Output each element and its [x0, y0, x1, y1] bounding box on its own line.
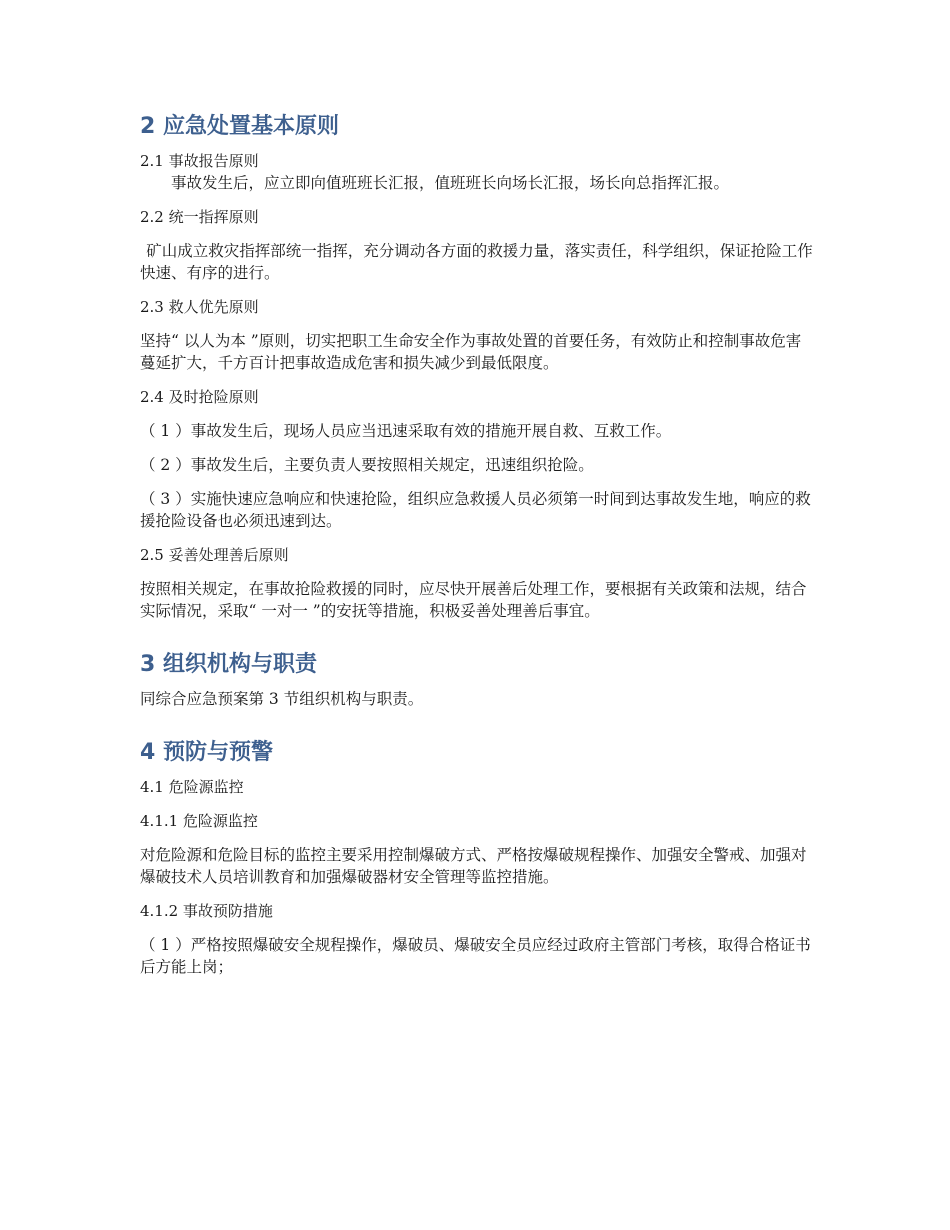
section-2-heading: 2 应急处置基本原则 — [140, 114, 339, 139]
section-2-3-heading: 2.3 救人优先原则 — [140, 298, 259, 316]
document-content — [140, 110, 815, 978]
section-4-heading: 4 预防与预警 — [140, 740, 273, 765]
section-2-4-item-3: （ 3 ）实施快速应急响应和快速抢险，组织应急救援人员必须第一时间到达事故发生地，响应的救援抢险设备也必须迅速到达。 — [140, 490, 811, 530]
section-2-5-heading: 2.5 妥善处理善后原则 — [140, 546, 289, 564]
section-2-4-heading: 2.4 及时抢险原则 — [140, 388, 259, 406]
section-4-1-2-heading: 4.1.2 事故预防措施 — [140, 902, 273, 920]
section-2-1-text: 事故发生后，应立即向值班班长汇报，值班班长向场长汇报，场长向总指挥汇报。 — [171, 174, 730, 192]
section-2-1-heading: 2.1 事故报告原则 — [140, 152, 259, 170]
section-4-1-1-text: 对危险源和危险目标的监控主要采用控制爆破方式、严格按爆破规程操作、加强安全警戒、加强对爆破技术人员培训教育和加强爆破器材安全管理等监控措施。 — [140, 846, 807, 886]
section-2-5-text: 按照相关规定，在事故抢险救援的同时，应尽快开展善后处理工作，要根据有关政策和法规，结合实际情况，采取“ 一对一 ”的安抚等措施，积极妥善处理善后事宜。 — [140, 580, 807, 620]
section-2-2-heading: 2.2 统一指挥原则 — [140, 208, 259, 226]
section-4-1-2-item-1: （ 1 ）严格按照爆破安全规程操作，爆破员、爆破安全员应经过政府主管部门考核，取得合格证书后方能上岗； — [140, 936, 811, 976]
section-2-4-item-2: （ 2 ）事故发生后，主要负责人要按照相关规定，迅速组织抢险。 — [140, 456, 594, 474]
section-2-4-item-1: （ 1 ）事故发生后，现场人员应当迅速采取有效的措施开展自救、互救工作。 — [140, 422, 672, 440]
section-2-2-text: 矿山成立救灾指挥部统一指挥，充分调动各方面的救援力量，落实责任，科学组织，保证抢险工作快速、有序的进行。 — [140, 242, 813, 282]
section-3-heading: 3 组织机构与职责 — [140, 652, 317, 677]
section-4-1-heading: 4.1 危险源监控 — [140, 778, 244, 796]
section-3-text: 同综合应急预案第 3 节组织机构与职责。 — [140, 690, 424, 708]
section-2-3-text: 坚持“ 以人为本 ”原则，切实把职工生命安全作为事故处置的首要任务，有效防止和控制事故危害蔓延扩大，千方百计把事故造成危害和损失减少到最低限度。 — [140, 332, 802, 372]
section-4-1-1-heading: 4.1.1 危险源监控 — [140, 812, 258, 830]
